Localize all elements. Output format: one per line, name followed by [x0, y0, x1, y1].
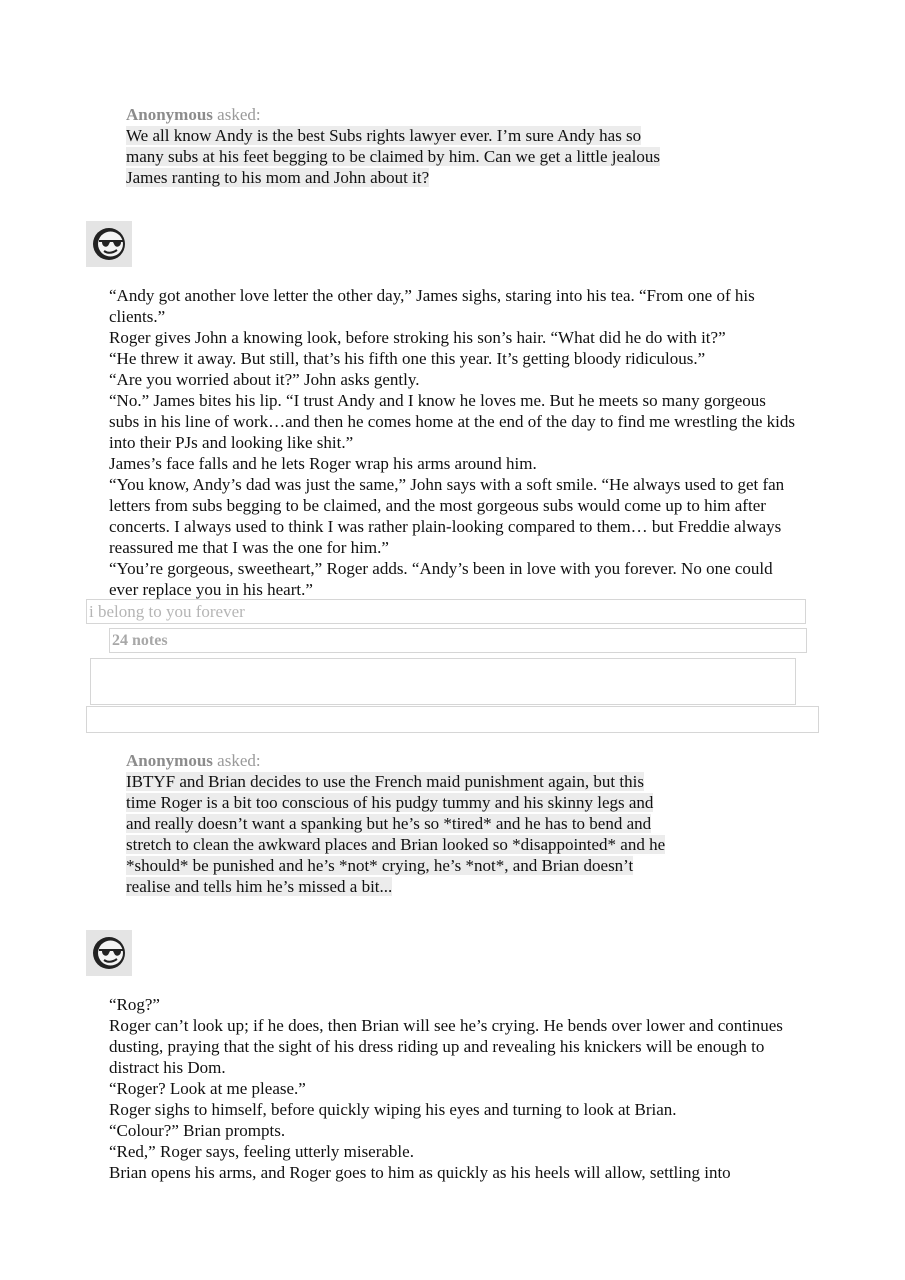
ask-text-line: stretch to clean the awkward places and Brian looked so *disappointed* and he: [126, 835, 666, 854]
asker-line: [126, 104, 706, 125]
post-body: [109, 994, 799, 1183]
post-paragraph: “Are you worried about it?” John asks gently.: [109, 370, 420, 389]
asker-verb: asked:: [217, 751, 261, 770]
post-body: [109, 285, 799, 600]
ask-text-line: IBTYF and Brian decides to use the French maid punishment again, but this: [126, 772, 644, 791]
post-paragraph: “Colour?” Brian prompts.: [109, 1121, 286, 1140]
post-paragraph: Roger gives John a knowing look, before stroking his son’s hair. “What did he do with it?”: [109, 328, 726, 347]
ask-text-line: realise and tells him he’s missed a bit...: [126, 877, 393, 896]
post-footer-bar: [86, 706, 819, 733]
sunglasses-face-icon[interactable]: [86, 221, 132, 267]
notes-panel: [90, 658, 796, 705]
asker-name[interactable]: Anonymous: [126, 751, 213, 770]
ask-box: [126, 750, 706, 897]
post-paragraph: “You know, Andy’s dad was just the same,” John says with a soft smile. “He always used to get fan letters from subs begging to be claimed, and the most gorgeous subs would come up to him after concerts. I always used to think I was rather plain-looking compared to them… but Freddie always reassured me that I was the one for him.”: [109, 475, 785, 557]
post-paragraph: “Red,” Roger says, feeling utterly miserable.: [109, 1142, 414, 1161]
post-paragraph: “Rog?”: [109, 995, 160, 1014]
post-paragraph: Roger can’t look up; if he does, then Brian will see he’s crying. He bends over lower and continues dusting, praying that the sight of his dress riding up and revealing his knickers will be enough to distract his Dom.: [109, 1016, 783, 1077]
post-tag[interactable]: i belong to you forever: [86, 599, 806, 624]
asker-verb: asked:: [217, 105, 261, 124]
post-paragraph: Roger sighs to himself, before quickly wiping his eyes and turning to look at Brian.: [109, 1100, 677, 1119]
post-paragraph: “Roger? Look at me please.”: [109, 1079, 306, 1098]
post-paragraph: “You’re gorgeous, sweetheart,” Roger adds. “Andy’s been in love with you forever. No one could ever replace you in his heart.”: [109, 559, 773, 599]
notes-count[interactable]: 24 notes: [109, 628, 807, 653]
post-paragraph: “No.” James bites his lip. “I trust Andy and I know he loves me. But he meets so many gorgeous subs in his line of work…and then he comes home at the end of the day to find me wrestling the kids into their PJs and looking like shit.”: [109, 391, 796, 452]
ask-text-line: time Roger is a bit too conscious of his pudgy tummy and his skinny legs and: [126, 793, 654, 812]
post-paragraph: Brian opens his arms, and Roger goes to him as quickly as his heels will allow, settling into: [109, 1163, 731, 1182]
asker-line: [126, 750, 706, 771]
post-paragraph: James’s face falls and he lets Roger wrap his arms around him.: [109, 454, 537, 473]
ask-text-line: *should* be punished and he’s *not* crying, he’s *not*, and Brian doesn’t: [126, 856, 634, 875]
post-paragraph: “He threw it away. But still, that’s his fifth one this year. It’s getting bloody ridiculous.”: [109, 349, 706, 368]
post-paragraph: “Andy got another love letter the other day,” James sighs, staring into his tea. “From one of his clients.”: [109, 286, 755, 326]
ask-text-line: many subs at his feet begging to be claimed by him. Can we get a little jealous: [126, 147, 660, 166]
ask-text-line: and really doesn’t want a spanking but he’s so *tired* and he has to bend and: [126, 814, 652, 833]
ask-text-line: We all know Andy is the best Subs rights lawyer ever. I’m sure Andy has so: [126, 126, 642, 145]
sunglasses-face-icon[interactable]: [86, 930, 132, 976]
ask-box: [126, 104, 706, 188]
ask-text-line: James ranting to his mom and John about it?: [126, 168, 430, 187]
asker-name[interactable]: Anonymous: [126, 105, 213, 124]
